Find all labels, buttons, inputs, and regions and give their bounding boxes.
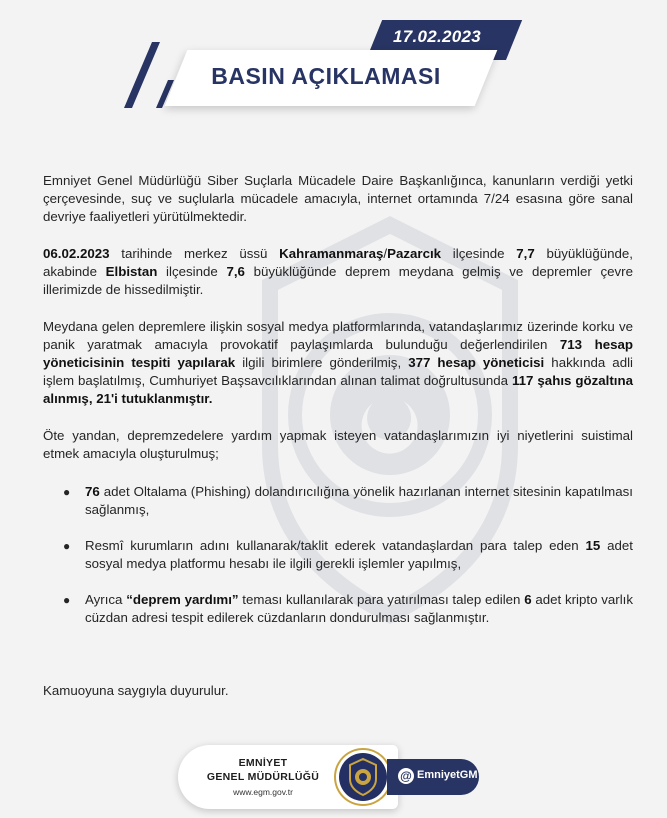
list-item: ● Resmî kurumların adını kullanarak/taklit ederek vatandaşlardan para talep eden 15 adet sosyal medya platformu hesabı ile ilgili gerekli işlemler yapılmış,: [43, 537, 633, 573]
police-logo-icon: [339, 753, 387, 801]
page-title: BASIN AÇIKLAMASI: [211, 63, 441, 89]
list-item: ● 76 adet Oltalama (Phishing) dolandırıcılığına yönelik hazırlanan internet sitesinin kapatılması sağlanmış,: [43, 483, 633, 519]
closing-statement: Kamuoyuna saygıyla duyurulur.: [43, 683, 229, 698]
org-name-line1: EMNİYET: [238, 757, 288, 769]
district-name-2: Elbistan: [105, 264, 158, 279]
paragraph-social-media: Meydana gelen depremlere ilişkin sosyal medya platformlarında, vatandaşlarımız üzerinde korku ve panik yaratmak amacıyla provokatif paylaşımlarda bulunduğu değerlendirilen 713 hesap yöneticisinin tespiti yapılarak ilgili birimlere gönderilmiş, 377 hesap yöneticisi hakkında adli işlem başlatılmış, Cumhuriyet Başsavcılıklarından alınan talimat doğrultusunda 117 şahıs gözaltına alınmış, 21'i tutuklanmıştır.: [43, 319, 634, 406]
bullet-icon: ●: [63, 593, 71, 607]
city-name: Kahramanmaraş: [279, 246, 384, 261]
magnitude-1: 7,7: [516, 246, 535, 261]
bullet-icon: ●: [63, 485, 71, 499]
social-handle[interactable]: EmniyetGM: [417, 769, 478, 781]
paragraph-earthquake: 06.02.2023 tarihinde merkez üssü Kahramanmaraş/Pazarcık ilçesinde 7,7 büyüklüğünde, akabinde Elbistan ilçesinde 7,6 büyüklüğünde deprem meydana gelmiş ve depremler çevre illerimizde de hissedilmiştir.: [43, 246, 633, 297]
paragraph-intro: Emniyet Genel Müdürlüğü Siber Suçlarla Mücadele Daire Başkanlığınca, kanunların verdiği yetki çerçevesinde, suç ve suçlularla mücadele amacıyla, internet ortamında 7/24 esasına göre sanal devriye faaliyetleri yürütülmektedir.: [43, 173, 633, 224]
bullet-icon: ●: [63, 539, 71, 553]
paragraph-fraud-intro: Öte yandan, depremzedelere yardım yapmak isteyen vatandaşlarımızın iyi niyetlerini suistimal etmek amacıyla oluşturulmuş;: [43, 428, 633, 461]
earthquake-date: 06.02.2023: [43, 246, 110, 261]
press-release-date: 17.02.2023: [392, 27, 482, 46]
list-item: ● Ayrıca “deprem yardımı” teması kullanılarak para yatırılması talep edilen 6 adet kripto varlık cüzdan adresi tespit edilerek cüzdanların dondurulması sağlanmıştır.: [43, 591, 633, 627]
magnitude-2: 7,6: [226, 264, 245, 279]
org-name-line2: GENEL MÜDÜRLÜĞÜ: [206, 771, 320, 783]
district-name: Pazarcık: [387, 246, 442, 261]
website-link[interactable]: www.egm.gov.tr: [233, 787, 293, 797]
press-release-body: [43, 172, 633, 645]
at-icon: @: [398, 768, 414, 784]
